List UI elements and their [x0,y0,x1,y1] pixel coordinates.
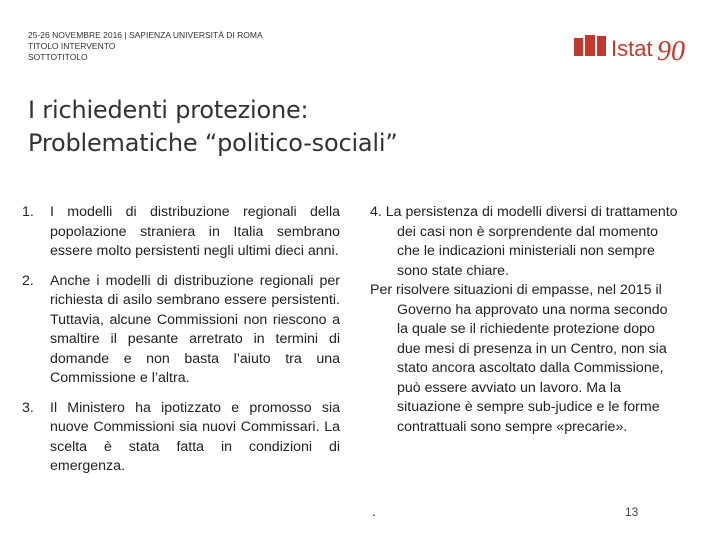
title-placeholder: TITOLO INTERVENTO [28,41,116,51]
slide-title-line1: I richiedenti protezione: [28,96,309,124]
point-4: 4. La persistenza di modelli diversi di trattamento dei casi non è sorprendente dal momento che le indicazioni ministeriali non sempre sono state chiare. [370,204,678,279]
left-list [22,203,340,487]
list-item-number: 3. [22,399,34,416]
subtitle-placeholder: SOTTOTITOLO [28,52,88,62]
header [28,30,263,63]
page-number: 13 [625,505,639,519]
stray-dot: . [372,503,376,519]
list-item-text: Il Ministero ha ipotizzato e promosso sia nuove Commissioni sia nuovi Commissari. La scelta è stata fatta in condizioni di emergenza. [50,399,340,474]
list-item-number: 1. [22,204,34,220]
event-line: 25-26 NOVEMBRE 2016 | SAPIENZA UNIVERSITÀ DI ROMA [28,30,263,40]
istat-logo [574,30,692,70]
list-item-text: Anche i modelli di distribuzione regionali per richiesta di asilo sembrano essere persistenti. Tuttavia, alcune Commissioni non riescono a smaltire il pesante arretrato in termini di domande e non basta l’aiuto tra una Commissione e l’altra. [50,272,340,386]
list-item [22,399,340,477]
slide-title-line2: Problematiche “politico-sociali” [28,129,398,157]
list-item-number: 2. [22,272,34,289]
list-item-text: I modelli di distribuzione regionali della popolazione straniera in Italia sembrano essere molto persistenti negli ultimi dieci anni. [50,204,340,259]
right-column [370,203,682,437]
istat-flag-icon [574,35,606,56]
list-item [22,272,340,389]
logo-anniversary: 90 [657,36,685,67]
empasse-paragraph: Per risolvere situazioni di empasse, nel 2015 il Governo ha approvato una norma secondo la quale se il richiedente protezione dopo due mesi di presenza in un Centro, non sia stato ancora ascoltato dalla Commissione, può essere avviato un lavoro. Ma la situazione è sempre sub-judice e le forme contrattuali sono sempre «precarie». [370,282,668,435]
slide-title [28,94,398,160]
list-item [22,203,340,262]
logo-text: Istat [611,36,653,61]
